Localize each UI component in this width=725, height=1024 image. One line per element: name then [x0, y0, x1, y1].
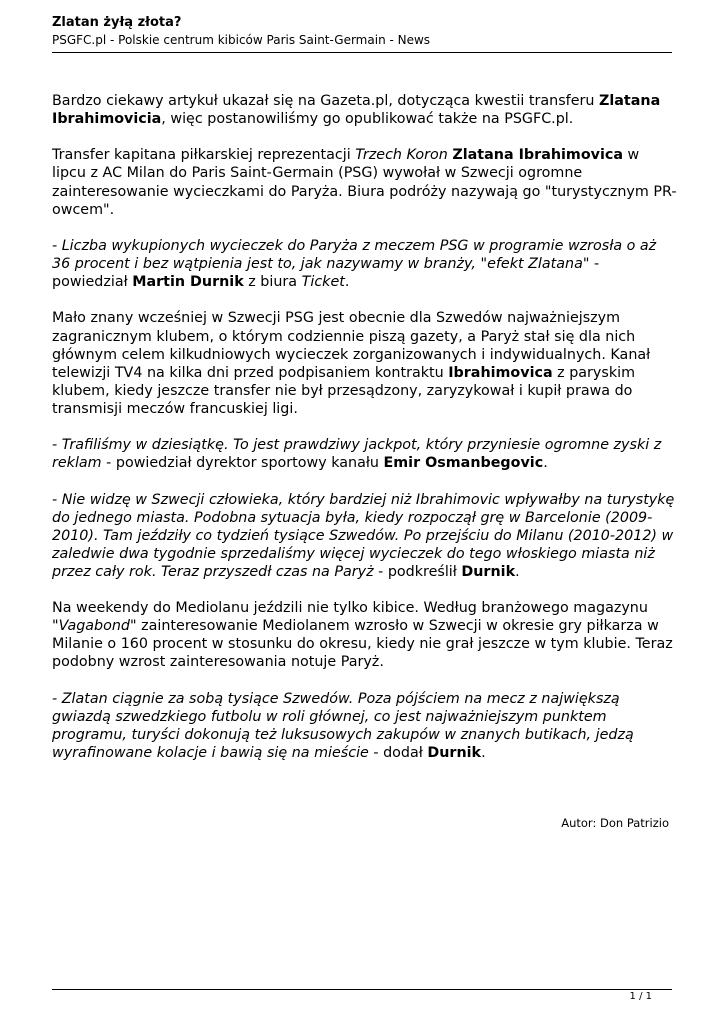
- magazine-name: Vagabond: [58, 618, 130, 635]
- person-name: Ibrahimovica: [448, 364, 553, 381]
- quote: - Liczba wykupionych wycieczek do Paryża z meczem PSG w programie wzrosła o aż 36 procent i bez wątpienia jest to, jak nazywamy w branży,: [52, 237, 657, 273]
- paragraph-1: [52, 92, 677, 128]
- text: .: [515, 563, 520, 580]
- paragraph-4: [52, 309, 677, 418]
- person-name: Durnik: [461, 563, 516, 580]
- text: .: [481, 745, 486, 762]
- text: - dodał: [368, 745, 428, 762]
- person-name: Zlatana Ibrahimovicia: [52, 93, 661, 128]
- quote: efekt Zlatana: [487, 256, 583, 273]
- quote: - Zlatan ciągnie za sobą tysiące Szwedów. Poza pójściem na mecz z największą gwiazdą szwedzkiego futbolu w roli głównej, co jest najważniejszym punktem programu, turyści dokonują też luksusowych zakupów w znanych butikach, jedzą wyrafinowane kolacje i bawią się na mieście: [52, 690, 634, 762]
- text: - powiedział dyrektor sportowy kanału: [101, 455, 384, 472]
- person-name: Zlatana Ibrahimovica: [452, 147, 623, 164]
- text: Transfer kapitana piłkarskiej reprezentacji: [52, 147, 356, 164]
- text: .: [344, 274, 350, 291]
- header-divider: [52, 52, 672, 53]
- paragraph-5: [52, 436, 677, 472]
- text: - powiedział: [52, 256, 600, 291]
- paragraph-8: [52, 690, 677, 762]
- paragraph-6: [52, 491, 677, 581]
- author-line: Autor: Don Patrizio: [561, 816, 669, 830]
- paragraph-3: [52, 237, 677, 291]
- team-name: Trzech Koron: [355, 147, 448, 164]
- text: z biura: [243, 274, 302, 291]
- document-header: [52, 14, 669, 48]
- text: Mało znany wcześniej w Szwecji PSG jest obecnie dla Szwedów najważniejszym zagranicznym klubem, o którym codziennie piszą gazety, a Paryż stał się dla nich głównym celem kilkudniowych wycieczek zorganizowanych i indywidualnych. Kanał telewizji TV4 na kilka dni przed podpisaniem kontraktu: [52, 310, 651, 381]
- company-name: Ticket: [301, 274, 345, 291]
- paragraph-7: [52, 599, 677, 671]
- article-title: Zlatan żyłą złota?: [52, 15, 182, 30]
- text: z paryskim klubem, kiedy jeszcze transfer nie był przesądzony, zaryzykował i kupił prawa do transmisji meczów francuskiej ligi.: [52, 364, 636, 417]
- text: , więc postanowiliśmy go opublikować także na PSGFC.pl.: [161, 111, 574, 128]
- page-number: 1 / 1: [629, 991, 652, 1002]
- person-name: Durnik: [427, 745, 482, 762]
- quote-mark: ": [480, 256, 488, 273]
- quote: - Trafiliśmy w dziesiątkę. To jest prawdziwy jackpot, który przyniesie ogromne zyski z reklam: [52, 437, 662, 472]
- text: " zainteresowanie Mediolanem wzrosło w Szwecji w okresie gry piłkarza w Milanie o 160 procent w stosunku do okresu, kiedy nie grał jeszcze w tym klubie. Teraz podobny wzrost zainteresowania notuje Paryż.: [52, 618, 673, 671]
- quote-mark: ": [582, 256, 590, 273]
- person-name: Emir Osmanbegovic: [383, 455, 544, 472]
- paragraph-2: [52, 146, 677, 218]
- text: Na weekendy do Mediolanu jeździli nie tylko kibice. Według branżowego magazynu ": [52, 600, 648, 635]
- site-subtitle: PSGFC.pl - Polskie centrum kibiców Paris Saint-Germain - News: [52, 33, 431, 47]
- text: .: [543, 455, 548, 472]
- text: Bardzo ciekawy artykuł ukazał się na Gazeta.pl, dotycząca kwestii transferu: [52, 93, 599, 109]
- quote: - Nie widzę w Szwecji człowieka, który bardziej niż Ibrahimovic wpływałby na turystykę do jednego miasta. Podobna sytuacja była, kiedy rozpoczął grę w Barcelonie (2009-2010). Tam jeździły co tydzień tysiące Szwedów. Po przejściu do Milanu (2010-2012) w zaledwie dwa tygodnie sprzedaliśmy więcej wycieczek do tego włoskiego miasta niż przez cały rok. Teraz przyszedł czas na Paryż: [52, 491, 675, 580]
- article-body: [52, 92, 677, 780]
- text: - podkreślił: [373, 563, 462, 580]
- text: w lipcu z AC Milan do Paris Saint-Germain (PSG) wywołał w Szwecji ogromne zainteresowanie wycieczkami do Paryża. Biura podróży nazywają go "turystycznym PR-owcem".: [52, 147, 677, 218]
- person-name: Martin Durnik: [132, 274, 244, 291]
